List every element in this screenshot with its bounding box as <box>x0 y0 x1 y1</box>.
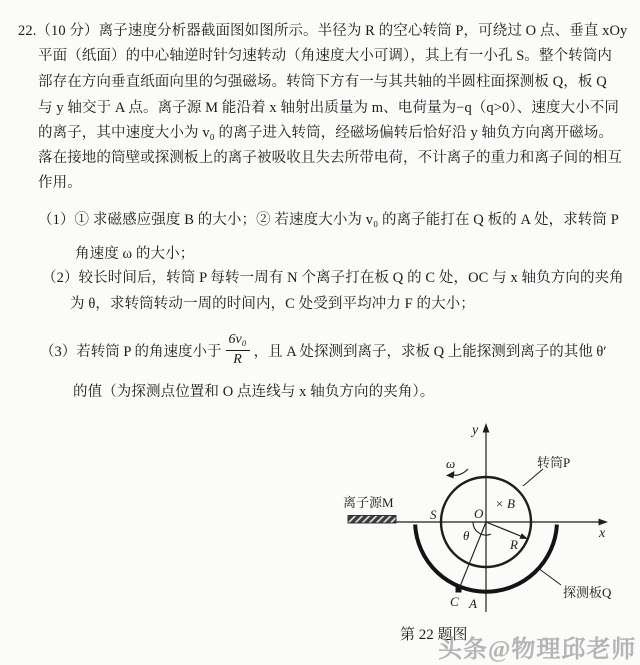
fraction-6v0-over-R <box>226 332 250 367</box>
problem-line-6: 落在接地的筒壁或探测板上的离子被吸收且失去所带电荷，不计离子的重力和离子间的相互 <box>38 150 622 166</box>
question-1-line-2: 角速度 ω 的大小； <box>75 246 195 262</box>
ion-source-bar <box>348 516 396 524</box>
radius-r-arrow-line <box>486 522 523 537</box>
point-c-label: C <box>450 594 459 609</box>
cylinder-p-label: 转筒P <box>537 455 571 470</box>
hole-s-label: S <box>430 507 437 522</box>
detector-q-leader-line <box>538 568 561 585</box>
problem-line-5: 的离子，其中速度大小为 v₀ 的离子进入转筒，经磁场偏转后恰好沿 y 轴负方向离开磁场。 <box>38 125 613 141</box>
omega-label: ω <box>446 456 456 471</box>
ion-source-m-label: 离子源M <box>343 495 394 510</box>
question-3-after-fraction: ，且 A 处探测到离子，求板 Q 上能探测到离子的其他 θ′ <box>253 343 607 360</box>
magnetic-field-label: × B <box>495 496 515 511</box>
problem-line-2: 平面（纸面）的中心轴逆时针匀速转动（角速度大小可调），其上有一小孔 S。整个转筒内 <box>38 48 613 64</box>
figure-caption: 第 22 题图 <box>400 627 468 643</box>
fraction-denominator: R <box>233 351 242 367</box>
ion-velocity-analyzer-diagram <box>330 415 640 665</box>
detector-q-label: 探测板Q <box>563 585 612 600</box>
watermark-text: 头条@物理邱老师 <box>438 637 637 663</box>
x-axis-arrowhead-icon <box>599 519 609 526</box>
question-2-line-1: （2）较长时间后，转筒 P 每转一周有 N 个离子打在板 Q 的 C 处，OC 与 x 轴负方向的夹角 <box>42 270 624 286</box>
point-c-marker <box>456 587 462 593</box>
fraction-numerator: 6v₀ <box>226 332 250 350</box>
theta-label: θ <box>463 528 470 543</box>
radius-r-label: R <box>510 537 518 552</box>
problem-line-1: 22.（10 分）离子速度分析器截面图如图所示。半径为 R 的空心转筒 P，可绕过 O 点、垂直 xOy <box>18 23 628 39</box>
problem-line-3: 部存在方向垂直纸面向里的匀强磁场。转筒下方有一与其共轴的半圆柱面探测板 Q，板 Q <box>38 74 607 90</box>
problem-line-7: 作用。 <box>38 175 82 191</box>
question-3-line-1 <box>40 327 607 373</box>
problem-line-4: 与 y 轴交于 A 点。离子源 M 能沿着 x 轴射出质量为 m、电荷量为−q（q>0）、速度大小不同 <box>38 100 619 116</box>
question-2-line-2: 为 θ，求转筒转动一周的时间内，C 处受到平均冲力 F 的大小； <box>70 296 475 312</box>
question-1-line-1: （1）① 求磁感应强度 B 的大小；② 若速度大小为 v₀ 的离子能打在 Q 板的 A 处，求转筒 P <box>38 212 619 228</box>
question-3-line-2: 的值（为探测点位置和 O 点连线与 x 轴负方向的夹角）。 <box>73 384 435 400</box>
question-3-before-fraction: （3）若转筒 P 的角速度小于 <box>40 343 222 360</box>
cylinder-p-leader-line <box>523 469 543 486</box>
x-axis-label: x <box>599 526 606 541</box>
radius-r-arrowhead-icon <box>520 533 529 539</box>
omega-arrowhead-icon <box>446 471 455 479</box>
y-axis-label: y <box>472 423 479 438</box>
point-a-label: A <box>469 596 477 611</box>
y-axis-arrowhead-icon <box>483 423 490 433</box>
origin-o-label: O <box>474 506 484 521</box>
